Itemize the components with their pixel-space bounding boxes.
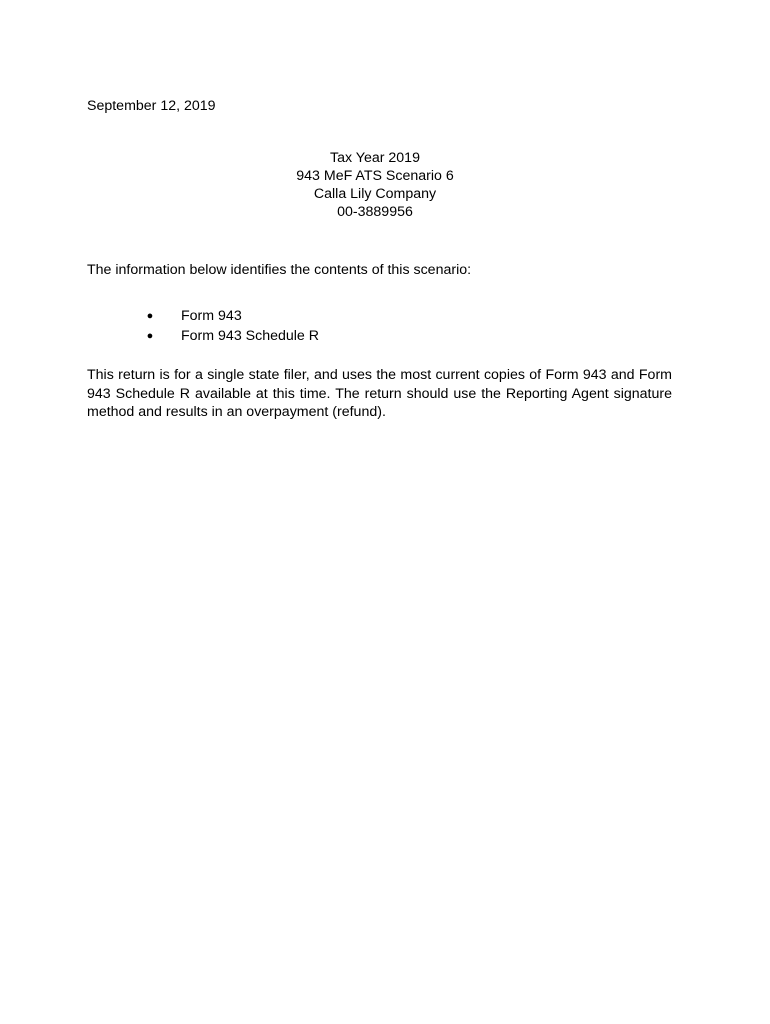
intro-text: The information below identifies the contents of this scenario:: [87, 262, 472, 278]
list-item-label: Form 943: [181, 308, 242, 324]
contents-list: [145, 306, 319, 346]
description-paragraph: This return is for a single state filer, and uses the most current copies of Form 943 and Form 943 Schedule R available at this time. The return should use the Reporting Agent signature method and results in an overpayment (refund).: [87, 367, 672, 420]
bullet-icon: ●: [146, 330, 154, 342]
tax-year-line: Tax Year 2019: [330, 150, 420, 166]
document-date: September 12, 2019: [87, 98, 216, 114]
scenario-heading: [0, 149, 750, 221]
scenario-title-line: 943 MeF ATS Scenario 6: [296, 168, 454, 184]
list-item: [145, 306, 319, 326]
ein-line: 00-3889956: [337, 204, 413, 220]
list-item-label: Form 943 Schedule R: [181, 328, 320, 344]
bullet-icon: ●: [146, 310, 154, 322]
company-name-line: Calla Lily Company: [313, 186, 437, 202]
list-item: [145, 326, 319, 346]
